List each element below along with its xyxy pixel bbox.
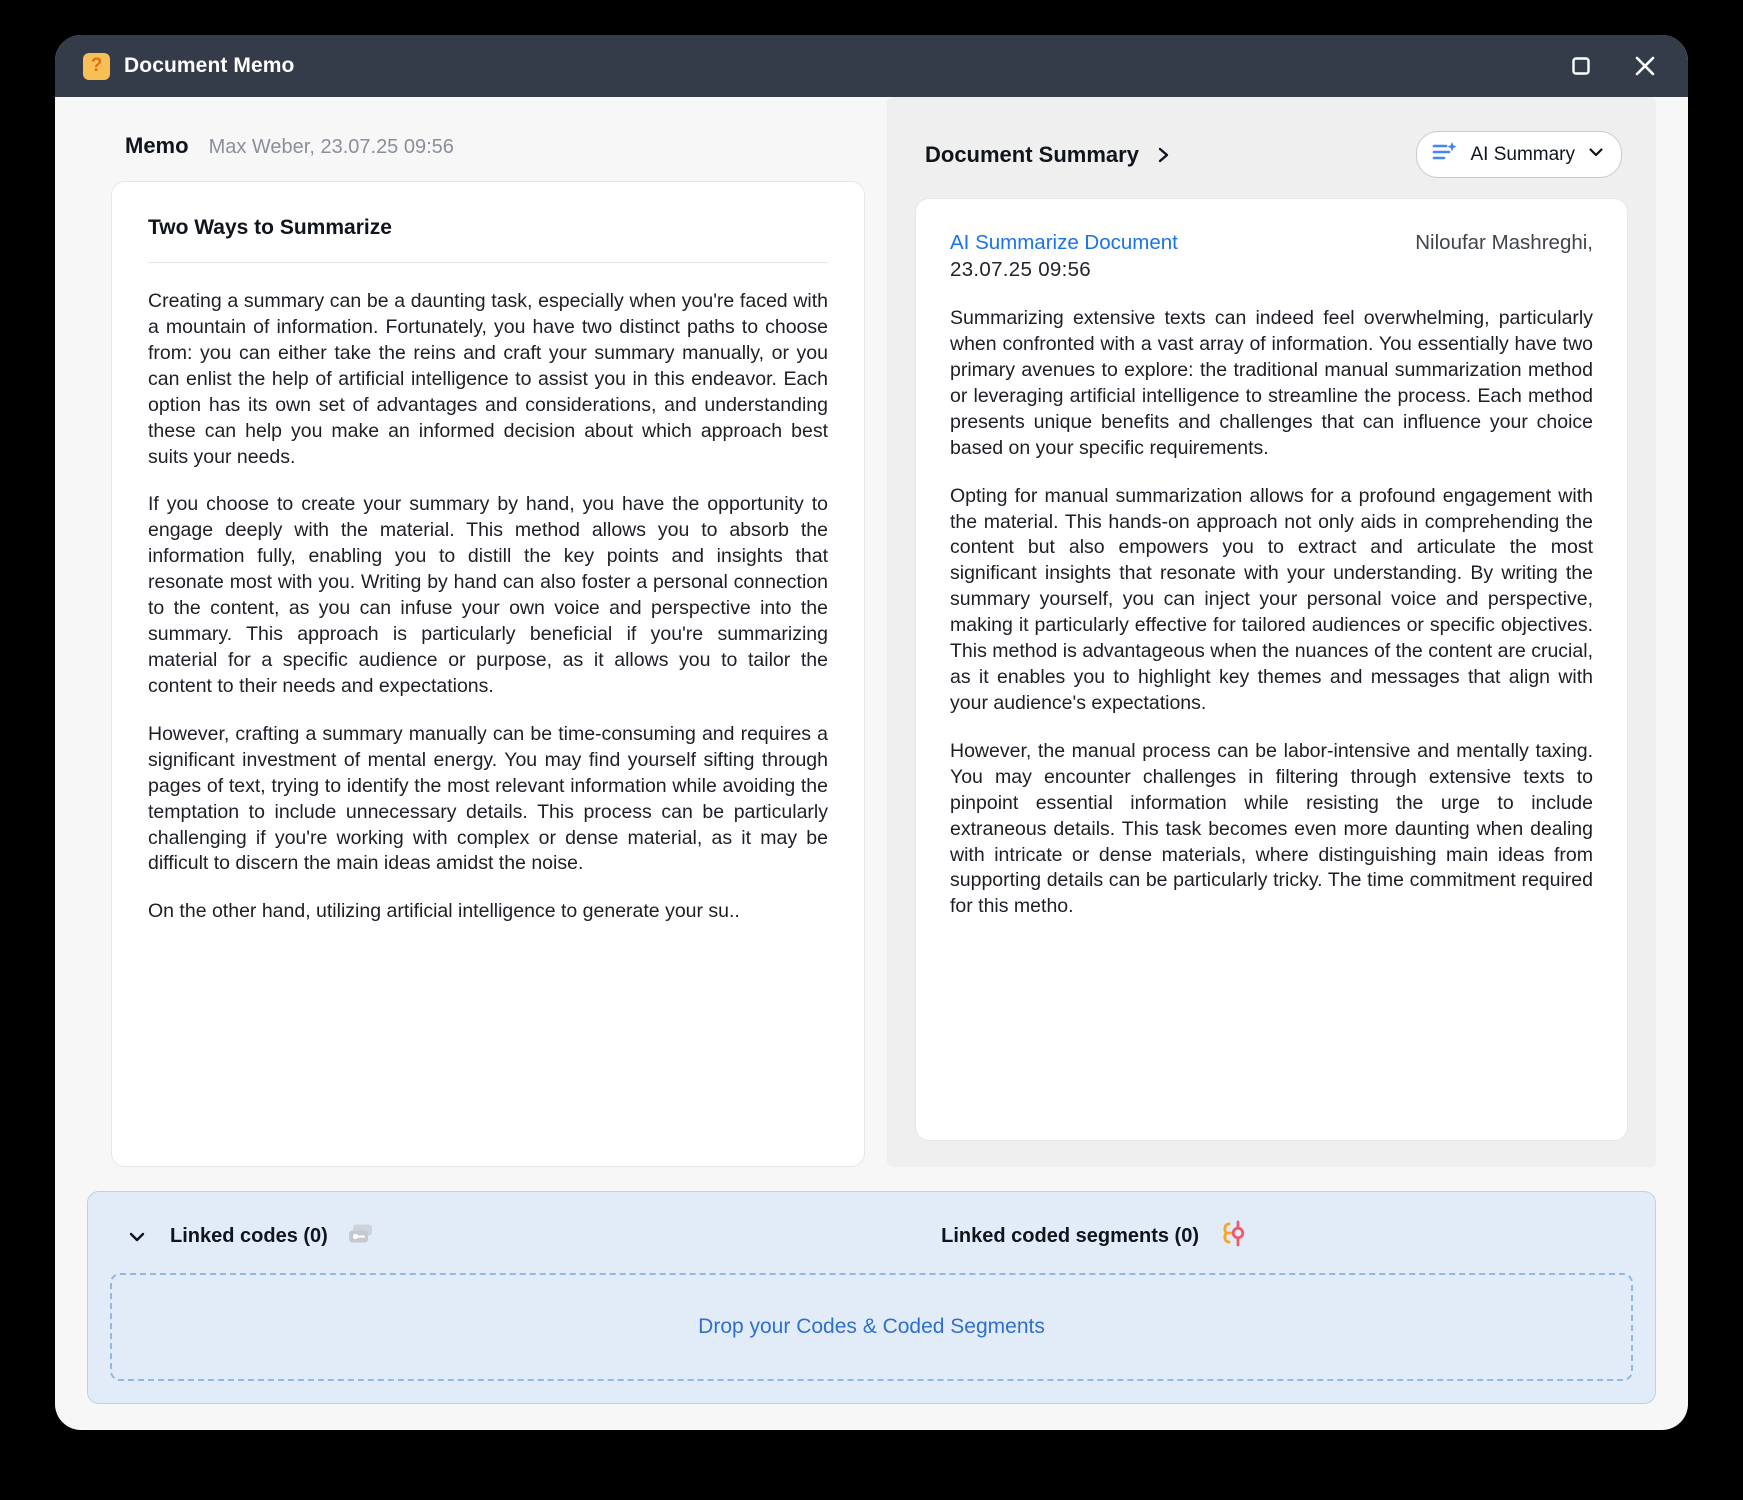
- chevron-down-icon: [1587, 143, 1605, 166]
- memo-card[interactable]: [111, 181, 865, 1167]
- memo-paragraph: However, crafting a summary manually can be time-consuming and requires a significant investment of mental energy. You may find yourself sifting through pages of text, trying to identify the most relevant information while avoiding the temptation to include unnecessary details. This process can be particularly challenging if you're working with complex or dense material, as it may be difficult to discern the main ideas amidst the noise.: [148, 722, 828, 875]
- summary-title: Document Summary: [925, 141, 1139, 167]
- linked-panel: [87, 1191, 1656, 1404]
- memo-paragraph: On the other hand, utilizing artificial intelligence to generate your su..: [148, 900, 740, 923]
- memo-label: Memo: [125, 133, 189, 158]
- window-body: [55, 97, 1688, 1430]
- summary-source-link[interactable]: AI Summarize Document: [950, 231, 1178, 254]
- window-controls: [1566, 51, 1660, 81]
- dropzone-label: Drop your Codes & Coded Segments: [698, 1315, 1045, 1338]
- ai-summary-label: AI Summary: [1470, 143, 1575, 165]
- summary-card-header: [950, 229, 1593, 256]
- memo-title: Two Ways to Summarize: [148, 216, 392, 239]
- window-title: Document Memo: [124, 54, 295, 77]
- linked-panel-header: [110, 1212, 1633, 1273]
- coded-segment-icon: [1217, 1220, 1247, 1253]
- memo-paragraph: If you choose to create your summary by hand, you have the opportunity to engage deeply with the material. This method allows you to absorb the information fully, enabling you to distill the key points and insights that resonate most with you. Writing by hand can also foster a personal connection to the content, as you can infuse your own voice and perspective into the summary. This approach is particularly beneficial if you're summarizing material for a specific audience or purpose, as it allows you to tailor the content to their needs and expectations.: [148, 493, 828, 697]
- code-tag-icon: [346, 1222, 376, 1251]
- summary-author: Niloufar Mashreghi,: [1415, 231, 1593, 254]
- maximize-icon[interactable]: [1566, 51, 1596, 81]
- document-memo-window: [55, 35, 1688, 1430]
- summary-date: 23.07.25 09:56: [950, 258, 1091, 282]
- collapse-chevron-down-icon[interactable]: [126, 1226, 148, 1248]
- ai-summary-icon: [1432, 141, 1458, 168]
- titlebar-left: [83, 53, 294, 80]
- content-columns: [87, 97, 1656, 1167]
- memo-divider: [148, 262, 828, 263]
- memo-author-date: Max Weber, 23.07.25 09:56: [208, 136, 454, 158]
- summary-header: [887, 97, 1656, 198]
- summary-paragraph: Summarizing extensive texts can indeed feel overwhelming, particularly when confronted with a vast array of information. You essentially have two primary avenues to explore: the traditional manual summarization method or leveraging artificial intelligence to streamline the process. Each method presents unique benefits and challenges that can influence your choice based on your specific requirements.: [950, 307, 1593, 459]
- memo-question-icon: [83, 53, 110, 80]
- memo-column: [87, 97, 887, 1167]
- summary-paragraph: However, the manual process can be labor-intensive and mentally taxing. You may encounter challenges in filtering through extensive texts to pinpoint essential information while resisting the urge to include extraneous details. This task becomes even more daunting when dealing with intricate or dense materials, where distinguishing main ideas from supporting details can be particularly tricky. The time commitment required for this metho.: [950, 739, 1593, 918]
- window-titlebar: [55, 35, 1688, 97]
- ai-summary-dropdown[interactable]: [1416, 131, 1622, 178]
- chevron-right-icon[interactable]: [1153, 145, 1173, 165]
- summary-paragraph: Opting for manual summarization allows for a profound engagement with the material. This hands-on approach not only aids in comprehending the content but also empowers you to extract and articulate the most significant insights that resonate with your understanding. By writing the summary yourself, you can inject your personal voice and perspective, making it particularly effective for tailored audiences or specific objectives. This method is advantageous when the nuances of the content are crucial, as it enables you to highlight key themes and messages that align with your audience's expectations.: [950, 484, 1593, 714]
- ai-summary-card[interactable]: [915, 198, 1628, 1141]
- linked-codes-label: Linked codes (0): [170, 1225, 328, 1247]
- summary-column: [887, 97, 1656, 1167]
- linked-codes-group: [170, 1222, 376, 1251]
- memo-header: [111, 97, 865, 181]
- linked-segments-label: Linked coded segments (0): [941, 1225, 1199, 1247]
- codes-dropzone[interactable]: [110, 1273, 1633, 1381]
- close-icon[interactable]: [1630, 51, 1660, 81]
- memo-paragraph: Creating a summary can be a daunting task, especially when you're faced with a mountain of information. Fortunately, you have two distinct paths to choose from: you can either take the reins and craft your summary manually, or you can enlist the help of artificial intelligence to assist you in this endeavor. Each option has its own set of advantages and considerations, and understanding these can help you make an informed decision about which approach best suits your needs.: [148, 290, 828, 468]
- linked-segments-group: [941, 1220, 1247, 1253]
